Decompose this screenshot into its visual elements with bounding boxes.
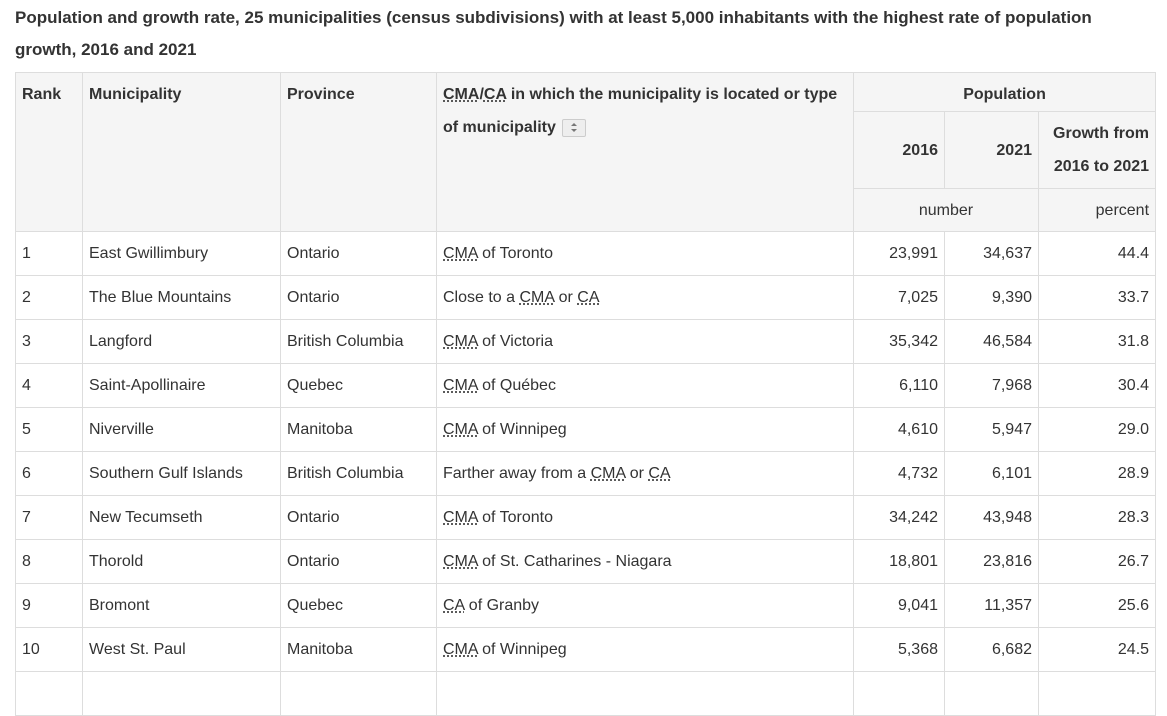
cell-rank: 2 (16, 276, 83, 320)
location-prefix: Farther away from a (443, 464, 591, 482)
header-unit-percent: percent (1039, 189, 1156, 232)
cell-growth: 26.7 (1039, 540, 1156, 584)
cell-location (437, 628, 854, 672)
cell-growth: 33.7 (1039, 276, 1156, 320)
cell-province: Manitoba (281, 408, 437, 452)
header-2021: 2021 (945, 112, 1039, 189)
cell-province: Ontario (281, 232, 437, 276)
location-abbr[interactable]: CMA (519, 288, 555, 306)
header-rank: Rank (16, 73, 83, 232)
table-row (16, 232, 1156, 276)
cell-location (437, 496, 854, 540)
cell-pop-2016: 18,801 (854, 540, 945, 584)
cell-pop-2021: 6,682 (945, 628, 1039, 672)
cell-growth: 25.6 (1039, 584, 1156, 628)
location-abbr[interactable]: CMA (443, 376, 478, 394)
cell-rank (16, 672, 83, 716)
cell-location (437, 320, 854, 364)
cell-growth: 24.5 (1039, 628, 1156, 672)
cell-location (437, 364, 854, 408)
cell-rank: 5 (16, 408, 83, 452)
cell-municipality: The Blue Mountains (83, 276, 281, 320)
cell-pop-2016: 7,025 (854, 276, 945, 320)
cell-municipality: Bromont (83, 584, 281, 628)
location-text: or (554, 288, 578, 306)
population-growth-table (15, 72, 1156, 716)
cell-province (281, 672, 437, 716)
table-caption: Population and growth rate, 25 municipalities (census subdivisions) with at least 5,000 inhabitants with the highest rate of population growth, 2016 and 2021 (15, 8, 1092, 59)
table-row (16, 364, 1156, 408)
table-row (16, 276, 1156, 320)
cell-province: Quebec (281, 584, 437, 628)
cell-municipality: Langford (83, 320, 281, 364)
location-abbr[interactable]: CMA (443, 640, 478, 658)
cell-municipality: New Tecumseth (83, 496, 281, 540)
cell-rank: 6 (16, 452, 83, 496)
location-text: of Toronto (477, 508, 553, 526)
location-abbr[interactable]: CA (443, 596, 465, 614)
location-abbr[interactable]: CMA (443, 552, 478, 570)
table-row (16, 672, 1156, 716)
cma-abbr[interactable]: CMA (443, 86, 480, 103)
table-body (16, 232, 1156, 716)
cell-location (437, 672, 854, 716)
cell-pop-2016 (854, 672, 945, 716)
cell-province: Ontario (281, 276, 437, 320)
cell-pop-2021: 5,947 (945, 408, 1039, 452)
cell-growth: 30.4 (1039, 364, 1156, 408)
cell-growth (1039, 672, 1156, 716)
header-2016: 2016 (854, 112, 945, 189)
cell-province: Quebec (281, 364, 437, 408)
cell-pop-2016: 4,610 (854, 408, 945, 452)
cell-rank: 4 (16, 364, 83, 408)
cell-pop-2021: 43,948 (945, 496, 1039, 540)
cell-municipality (83, 672, 281, 716)
location-abbr[interactable]: CMA (443, 508, 478, 526)
cell-pop-2021: 34,637 (945, 232, 1039, 276)
header-municipality: Municipality (83, 73, 281, 232)
cell-pop-2021: 46,584 (945, 320, 1039, 364)
header-province: Province (281, 73, 437, 232)
cell-province: Ontario (281, 496, 437, 540)
location-text: of Winnipeg (477, 640, 567, 658)
cell-pop-2021 (945, 672, 1039, 716)
cell-rank: 10 (16, 628, 83, 672)
cell-rank: 1 (16, 232, 83, 276)
cell-municipality: Niverville (83, 408, 281, 452)
cell-municipality: Saint-Apollinaire (83, 364, 281, 408)
cell-province: British Columbia (281, 320, 437, 364)
cell-location (437, 540, 854, 584)
location-text: of St. Catharines - Niagara (477, 552, 672, 570)
cell-pop-2016: 5,368 (854, 628, 945, 672)
cell-province: British Columbia (281, 452, 437, 496)
cell-pop-2016: 23,991 (854, 232, 945, 276)
cell-location (437, 452, 854, 496)
table-row (16, 628, 1156, 672)
cell-growth: 28.3 (1039, 496, 1156, 540)
table-row (16, 320, 1156, 364)
cell-pop-2016: 35,342 (854, 320, 945, 364)
header-unit-number: number (854, 189, 1039, 232)
cell-rank: 3 (16, 320, 83, 364)
cell-pop-2021: 7,968 (945, 364, 1039, 408)
cell-pop-2016: 6,110 (854, 364, 945, 408)
header-growth: Growth from 2016 to 2021 (1039, 112, 1156, 189)
location-abbr[interactable]: CMA (590, 464, 626, 482)
location-prefix: Close to a (443, 288, 520, 306)
cell-location (437, 408, 854, 452)
cell-pop-2016: 34,242 (854, 496, 945, 540)
cell-pop-2021: 23,816 (945, 540, 1039, 584)
cell-pop-2016: 9,041 (854, 584, 945, 628)
cell-location (437, 584, 854, 628)
cell-location (437, 276, 854, 320)
cell-growth: 28.9 (1039, 452, 1156, 496)
sort-icon[interactable] (562, 119, 586, 137)
cell-growth: 29.0 (1039, 408, 1156, 452)
location-text: of Victoria (477, 332, 553, 350)
header-population: Population (854, 73, 1156, 112)
cell-province: Ontario (281, 540, 437, 584)
cell-municipality: Thorold (83, 540, 281, 584)
cell-pop-2016: 4,732 (854, 452, 945, 496)
table-row (16, 452, 1156, 496)
header-cma-ca: CMA/CA in which the municipality is located or type of municipality (437, 73, 854, 232)
location-text: of Granby (464, 596, 540, 614)
location-abbr[interactable]: CMA (443, 332, 478, 350)
cell-location (437, 232, 854, 276)
cell-rank: 8 (16, 540, 83, 584)
cell-growth: 31.8 (1039, 320, 1156, 364)
location-text: or (625, 464, 649, 482)
cell-municipality: Southern Gulf Islands (83, 452, 281, 496)
cell-rank: 9 (16, 584, 83, 628)
location-text: of Winnipeg (477, 420, 567, 438)
header-cma-ca-text: in which the municipality is located or type of municipality (443, 86, 838, 136)
cell-rank: 7 (16, 496, 83, 540)
table-row (16, 540, 1156, 584)
cell-pop-2021: 6,101 (945, 452, 1039, 496)
table-row (16, 496, 1156, 540)
location-abbr-2[interactable]: CA (648, 464, 671, 482)
location-text: of Québec (477, 376, 556, 394)
cell-municipality: East Gwillimbury (83, 232, 281, 276)
cell-pop-2021: 11,357 (945, 584, 1039, 628)
cell-province: Manitoba (281, 628, 437, 672)
table-row (16, 408, 1156, 452)
cell-pop-2021: 9,390 (945, 276, 1039, 320)
table-row (16, 584, 1156, 628)
location-text: of Toronto (477, 244, 553, 262)
cell-growth: 44.4 (1039, 232, 1156, 276)
location-abbr-2[interactable]: CA (577, 288, 600, 306)
cell-municipality: West St. Paul (83, 628, 281, 672)
location-abbr[interactable]: CMA (443, 244, 478, 262)
ca-abbr[interactable]: CA (483, 86, 507, 103)
location-abbr[interactable]: CMA (443, 420, 478, 438)
